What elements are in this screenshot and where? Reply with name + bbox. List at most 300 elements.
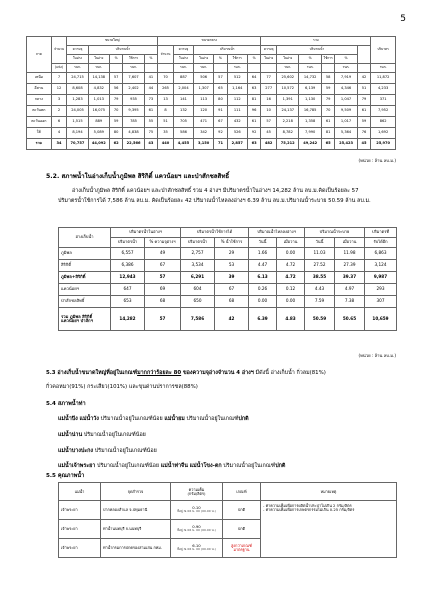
quality-status: [223, 520, 261, 539]
table-cell: 24,137: [277, 106, 299, 117]
table-cell: 4,233: [371, 84, 396, 95]
table-cell: 2,402: [123, 84, 144, 95]
table-row: [27, 139, 396, 150]
table-cell: 29: [215, 248, 249, 260]
header-sub: ในอ่าง: [277, 55, 299, 64]
header-salinity-unit: (กรัม/ลิตร): [187, 490, 206, 496]
table-row: [59, 284, 397, 296]
salinity-time: ที่อยู่ ณ 06 น. 00 (00.00 น.): [177, 509, 216, 514]
header-river: แม่น้ำ: [59, 483, 101, 501]
quality-salinity: [171, 520, 223, 539]
header-point: จุดสำรวจ: [101, 483, 171, 501]
header-sub: %: [109, 55, 122, 64]
table-cell: เหนือ: [27, 73, 52, 84]
table-cell: 1,164: [227, 84, 247, 95]
table-cell: 862: [371, 117, 396, 128]
table-cell: 9,509: [335, 106, 357, 117]
table-cell: ตะวันออก: [27, 117, 52, 128]
header-large: ขนาดใหญ่: [67, 37, 158, 46]
table-cell: 57: [109, 73, 122, 84]
header-unit: [321, 64, 334, 73]
section-5-3-line1: [46, 369, 326, 377]
table-cell: 482: [261, 139, 277, 150]
header-sub: %: [335, 55, 357, 64]
header-unit: [247, 64, 261, 73]
header-sub: ในอ่าง: [88, 55, 109, 64]
table-cell: 43: [144, 139, 158, 150]
table-cell: 42: [215, 308, 249, 331]
table-row: [27, 73, 396, 84]
corner-header: อ่างเก็บน้ำ: [59, 228, 111, 248]
table-cell: 265: [158, 84, 174, 95]
table-cell: 512: [227, 73, 247, 84]
quality-status: [223, 501, 261, 520]
header-unit: รนก.: [123, 64, 144, 73]
table-cell: 80: [214, 95, 227, 106]
header-unit: [158, 64, 174, 73]
header-count: จำนวน: [158, 46, 174, 64]
table-cell: 56: [109, 84, 122, 95]
table-row: [27, 128, 396, 139]
table2-unit-note: (หน่วย : ล้าน ลบ.ม.): [358, 353, 396, 358]
table-cell: 7,952: [371, 106, 396, 117]
reservoir-region-table: [26, 36, 396, 150]
table-cell: 132: [173, 106, 193, 117]
river-name: แม่น้ำน่าน: [58, 432, 83, 438]
table-cell: 5,089: [88, 128, 109, 139]
table-cell: ตะวันตก: [27, 106, 52, 117]
table-cell: 68: [145, 296, 181, 308]
table-cell: 50.65: [335, 308, 365, 331]
table-cell: 73: [144, 95, 158, 106]
table-cell: 59: [109, 117, 122, 128]
table-cell: 7,990: [299, 128, 321, 139]
table-cell: 8,608: [67, 84, 88, 95]
header-sub: ในอ่าง: [67, 55, 88, 64]
table-cell: 34: [51, 139, 67, 150]
table-cell: 49: [145, 248, 181, 260]
table-row: [27, 95, 396, 106]
table-cell: 785: [123, 117, 144, 128]
group-volume: ปริมาตรน้ำในอ่างฯ: [111, 228, 181, 238]
subhead: % ความจุอ่างฯ: [145, 238, 181, 248]
river-status: ปกติ: [275, 463, 286, 469]
total-label-line1: รวม ภูมิพล สิริกิติ์: [61, 313, 93, 319]
table-cell: 61: [321, 117, 334, 128]
table-cell: 16,075: [88, 106, 109, 117]
header-sub: %: [299, 55, 321, 64]
table-cell: 27.39: [335, 260, 365, 272]
table-cell: 12,943: [111, 272, 145, 284]
quality-river: เจ้าพระยา: [59, 501, 101, 520]
table-cell: 42: [357, 73, 371, 84]
river-line-1: [58, 415, 249, 423]
header-unit: [214, 64, 227, 73]
table-cell: 59: [357, 117, 371, 128]
table-cell: 67: [145, 260, 181, 272]
table-cell: 1,017: [335, 117, 357, 128]
table-cell: 7,586: [181, 308, 215, 331]
table-cell: 61: [247, 117, 261, 128]
quality-point: ท่าน้ำนนทบุรี จ.นนทบุรี: [101, 520, 171, 539]
quality-river: เจ้าพระยา: [59, 539, 101, 558]
table-cell: 5,364: [335, 128, 357, 139]
table-cell: 889: [88, 117, 109, 128]
table-cell: 68: [215, 296, 249, 308]
table-cell: 57: [261, 117, 277, 128]
table-cell: 69: [145, 284, 181, 296]
header-sub: ใช้การ: [321, 55, 334, 64]
section-5-5-title: 5.5 คุณภาพน้ำ: [46, 473, 85, 479]
table-cell: ใต้: [27, 128, 52, 139]
table-cell: 9,987: [365, 272, 397, 284]
salinity-value: 6.10: [192, 543, 201, 549]
table-cell: 61: [144, 106, 158, 117]
subhead: วันนี้: [249, 238, 277, 248]
section-5-2-line1: อ่างเก็บน้ำภูมิพล สิริกิติ์ แควน้อยฯ และป่าสักชลสิทธิ์ รวม 4 อ่างฯ มีปริมาตรน้ำในอ่างฯ 14,282 ล้าน ลบ.ม.คิดเป็นร้อยละ 57: [72, 188, 359, 194]
table-cell: 4.83: [277, 308, 305, 331]
header-capacity: ความจุ: [67, 46, 88, 55]
table-cell: 1,358: [299, 117, 321, 128]
salinity-time: ที่อยู่ ณ 06 น. 00 (00.00 น.): [177, 547, 216, 552]
table-cell: 506: [194, 73, 214, 84]
header-unit: รนก.: [194, 64, 214, 73]
table-cell: 14,138: [88, 73, 109, 84]
table-cell: 79: [321, 95, 334, 106]
table-cell: 79: [109, 95, 122, 106]
table-cell: 70,757: [67, 139, 88, 150]
table-cell: 2,218: [277, 117, 299, 128]
table-cell: 10,659: [365, 308, 397, 331]
header-salinity-label: ความเค็ม: [188, 486, 205, 492]
table-cell: 8,782: [277, 128, 299, 139]
table-cell: 11.03: [305, 248, 335, 260]
table-cell: 0.26: [249, 284, 277, 296]
table-cell: 58: [321, 73, 334, 84]
table-cell: 7: [51, 73, 67, 84]
table-cell: 51: [158, 117, 174, 128]
river-status: ปริมาณน้ำอยู่ในเกณฑ์น้อย: [82, 432, 146, 438]
table-cell: 96: [247, 106, 261, 117]
header-remark: หมายเหตุ: [261, 483, 397, 501]
river-line-4: [58, 462, 285, 470]
status-text: ปกติ: [237, 507, 246, 512]
section-5-2-line2: ปริมาตรน้ำใช้การได้ 7,586 ล้าน ลบ.ม. คิดเป็นร้อยละ 42 ปริมาณน้ำไหลลงอ่างฯ 6.39 ล้าน ลบ.ม.ปริมาณน้ำระบาย 50.59 ล้าน ลบ.ม.: [58, 197, 371, 204]
header-unit: รนก.: [173, 64, 193, 73]
table-cell: 45: [261, 128, 277, 139]
table-cell: 8: [158, 106, 174, 117]
header-sub: %: [144, 55, 158, 64]
table-cell: 9,395: [123, 106, 144, 117]
table-cell: 49,242: [299, 139, 321, 150]
quality-status: [223, 539, 261, 558]
table-cell: 63: [247, 139, 261, 150]
table-cell: 35: [158, 128, 174, 139]
subhead: ปริมาตรน้ำ: [111, 238, 145, 248]
table-cell: 440: [158, 139, 174, 150]
river-status: ปริมาณน้ำอยู่ในเกณฑ์: [184, 416, 239, 422]
table-cell: 57: [145, 272, 181, 284]
table-cell: 24,715: [67, 73, 88, 84]
table-cell: ภูมิพล: [59, 248, 111, 260]
table-cell: 39: [215, 272, 249, 284]
table-cell: 71: [214, 139, 227, 150]
river-status: ปริมาณน้ำอยู่ในเกณฑ์น้อย: [98, 416, 165, 422]
table-cell: 92: [247, 128, 261, 139]
header-sub: ใช้การ: [227, 55, 247, 64]
quality-row: [59, 501, 397, 520]
section-5-3-text: มีดังนี้ อ่างเก็บน้ำ กิ่วลม(81%): [253, 370, 326, 376]
table-cell: 51: [357, 84, 371, 95]
table1-unit-note: (หน่วย : ล้าน ลบ.ม.): [358, 158, 396, 163]
header-sub: ในอ่าง: [261, 55, 277, 64]
river-line-3: [58, 447, 157, 455]
table-row: [59, 260, 397, 272]
table-cell: 7,919: [335, 73, 357, 84]
table-cell: 2: [51, 106, 67, 117]
table-cell: 586: [173, 128, 193, 139]
table-cell: 25,423: [335, 139, 357, 150]
table-cell: 67: [215, 284, 249, 296]
header-sub: ในอ่าง: [194, 55, 214, 64]
table-cell: 65: [214, 84, 227, 95]
header-unit: รนก.: [67, 64, 88, 73]
header-unit: [144, 64, 158, 73]
group-remaining: ปริมาตรที่: [365, 228, 397, 238]
river-status: ปริมาณน้ำอยู่ในเกณฑ์: [221, 463, 276, 469]
table-cell: 4.72: [277, 260, 305, 272]
table-cell: 70: [109, 106, 122, 117]
table-cell: 6: [51, 117, 67, 128]
remark-note: - ค่าความเค็มเพื่อการเกษตรกรรมไม่เกิน 0.25 กรัม/ลิตร: [263, 506, 355, 512]
table-cell: 77: [261, 73, 277, 84]
main-reservoir-table: [58, 227, 397, 331]
table-cell: 6,386: [111, 260, 145, 272]
table-row: [27, 117, 396, 128]
table-cell: 70: [158, 73, 174, 84]
quality-point: ท่าน้ำกรมการปกครองสามเสน กทม.: [101, 539, 171, 558]
table-cell: 1,013: [88, 95, 109, 106]
table-cell: 12: [51, 84, 67, 95]
table-cell: 16,785: [299, 106, 321, 117]
table-cell: 8,194: [67, 128, 88, 139]
table-cell: 1,283: [67, 95, 88, 106]
table-cell: 75: [144, 128, 158, 139]
table-cell: 1,130: [299, 95, 321, 106]
table-cell: 44,092: [88, 139, 109, 150]
table-cell: 1,515: [67, 117, 88, 128]
section-5-3-text: 5.3 อ่างเก็บน้ำขนาดใหญ่ที่อยู่ในเกณฑ์: [46, 370, 138, 376]
salinity-value: 0.90: [192, 524, 201, 530]
table-cell: 4,455: [173, 139, 193, 150]
total-label: [59, 308, 111, 331]
river-line-2: [58, 431, 146, 439]
table-cell: 57: [214, 73, 227, 84]
table-cell: 650: [181, 296, 215, 308]
table-cell: 4.47: [249, 260, 277, 272]
salinity-value: 0.10: [192, 505, 201, 511]
table-cell: อีสาน: [27, 84, 52, 95]
table-cell: 4,346: [335, 84, 357, 95]
salinity-time: ที่อยู่ ณ 06 น. 00 (00.00 น.): [177, 528, 216, 533]
header-sub: %: [247, 55, 261, 64]
table-cell: 887: [173, 73, 193, 84]
group-inflow: ปริมาณน้ำไหลลงอ่างฯ: [249, 228, 305, 238]
header-count: จำนวน: [51, 37, 67, 64]
header-unit: รนก.: [371, 64, 396, 73]
table-cell: 57: [145, 308, 181, 331]
table-cell: 91: [214, 106, 227, 117]
table-cell: 70: [321, 106, 334, 117]
table-cell: 11.98: [335, 248, 365, 260]
table-cell: 62: [109, 139, 122, 150]
table-cell: 24,005: [67, 106, 88, 117]
table-cell: 113: [194, 95, 214, 106]
table-cell: 7.38: [335, 296, 365, 308]
quality-salinity: [171, 501, 223, 520]
header-volume: ปริมาณน้ำ: [277, 46, 358, 55]
table-cell: 2,004: [173, 84, 193, 95]
section-5-3-line2: กิ่วคอหมา(91%) กระเสียว(101%) และขุนด่านปราการชล(88%): [46, 384, 198, 390]
header-unit: [109, 64, 122, 73]
table-cell: 1,391: [277, 95, 299, 106]
table-cell: ภูมิพล+สิริกิติ์: [59, 272, 111, 284]
table-cell: 79: [357, 95, 371, 106]
table-cell: 10: [261, 106, 277, 117]
table-cell: 44: [144, 84, 158, 95]
header-region: ภาค: [27, 37, 52, 73]
table-cell: 3,534: [181, 260, 215, 272]
table-cell: 39.37: [335, 272, 365, 284]
table-cell: 4,838: [123, 128, 144, 139]
table-total-row: [59, 308, 397, 331]
table-cell: 653: [111, 296, 145, 308]
table-cell: 16: [261, 95, 277, 106]
table-cell: 293: [365, 284, 397, 296]
table-cell: 25,602: [277, 73, 299, 84]
header-sub: %: [214, 55, 227, 64]
table-cell: 3,124: [365, 260, 397, 272]
table-cell: 10,572: [277, 84, 299, 95]
table-cell: 141: [173, 95, 193, 106]
table-cell: 2,857: [227, 139, 247, 150]
table-cell: 45: [357, 139, 371, 150]
group-usable: ปริมาตรน้ำใช้การได้: [181, 228, 249, 238]
table-cell: 6,557: [111, 248, 145, 260]
table-cell: 1,307: [194, 84, 214, 95]
section-5-4-title: 5.4 สภาพน้ำท่า: [46, 401, 86, 407]
page-number: 5: [400, 14, 406, 24]
table-cell: 6,863: [365, 248, 397, 260]
table-cell: 22,566: [123, 139, 144, 150]
table-cell: 4.72: [277, 272, 305, 284]
table-cell: 705: [173, 117, 193, 128]
table-cell: 27.52: [305, 260, 335, 272]
header-capacity-left: ปริมาตร: [371, 37, 396, 64]
header-criteria: เกณฑ์: [223, 483, 261, 501]
status-text: มาตรฐาน: [233, 547, 250, 552]
table-cell: 6.39: [249, 308, 277, 331]
table-cell: 92: [214, 128, 227, 139]
table-cell: 307: [365, 296, 397, 308]
river-name: แม่น้ำโขง-ตก: [189, 463, 222, 469]
table-cell: สิริกิติ์: [59, 260, 111, 272]
header-medium: ขนาดกลาง: [158, 37, 261, 46]
quality-remark: [261, 501, 397, 558]
subhead: ปริมาตรน้ำ: [181, 238, 215, 248]
status-text: สูงกว่าเกณฑ์: [230, 543, 252, 549]
table-cell: แควน้อยฯ: [59, 284, 111, 296]
table-cell: 526: [227, 128, 247, 139]
header-capacity: ความจุ: [173, 46, 193, 55]
table-cell: 11,872: [371, 73, 396, 84]
header-sub: ใช้การ: [123, 55, 144, 64]
table-cell: 1.66: [249, 248, 277, 260]
header-unit: [261, 64, 277, 73]
header-total: รวม: [261, 37, 371, 46]
table-cell: 14,282: [111, 308, 145, 331]
table-cell: 59: [321, 84, 334, 95]
table-row: [27, 106, 396, 117]
header-volume: ปริมาณน้ำ: [194, 46, 261, 55]
river-name: แม่น้ำปิง: [58, 416, 78, 422]
header-volume: ปริมาณน้ำ: [88, 46, 158, 55]
total-label-line2: แควน้อยฯ ป่าสักฯ: [61, 318, 93, 323]
section-5-2-title: 5.2. สภาพน้ำในอ่างเก็บน้ำภูมิพล สิริกิติ์ แควน้อยฯ และป่าสักชลสิทธิ์: [46, 173, 230, 180]
table-cell: 80: [109, 128, 122, 139]
table-cell: 432: [227, 117, 247, 128]
river-status: ปกติ: [238, 416, 249, 422]
table-cell: 4.97: [335, 284, 365, 296]
table-cell: 2,757: [181, 248, 215, 260]
river-name: แม่น้ำวัง: [79, 416, 99, 422]
subhead: รับได้อีก: [365, 238, 397, 248]
section-5-3-underlined: มากกว่าร้อยละ 80: [137, 370, 182, 376]
river-name: แม่น้ำบางปะกง: [58, 448, 94, 454]
table-cell: 38.55: [305, 272, 335, 284]
subhead: วันนี้: [305, 238, 335, 248]
table-row: [59, 296, 397, 308]
header-unit: รนก.: [277, 64, 299, 73]
subhead: เมื่อวาน: [277, 238, 305, 248]
table-cell: 41: [144, 73, 158, 84]
table-cell: 6,139: [299, 84, 321, 95]
table-row: [27, 84, 396, 95]
table-cell: 111: [227, 106, 247, 117]
header-capacity: ความจุ: [261, 46, 277, 55]
table-cell: 1,047: [335, 95, 357, 106]
table-cell: 4: [51, 128, 67, 139]
table-cell: 65: [321, 139, 334, 150]
header-sub: ในอ่าง: [173, 55, 193, 64]
table-cell: 935: [123, 95, 144, 106]
table-cell: 6,291: [181, 272, 215, 284]
table-cell: 7,607: [123, 73, 144, 84]
header-unit: รนก.: [299, 64, 321, 73]
river-name: แม่น้ำยม: [164, 416, 185, 422]
table-cell: 4,832: [88, 84, 109, 95]
table-cell: 0.00: [249, 296, 277, 308]
header-salinity: [171, 483, 223, 501]
table-cell: 7.59: [305, 296, 335, 308]
table-cell: 67: [214, 117, 227, 128]
table-cell: 50.59: [305, 308, 335, 331]
table-cell: 3: [51, 95, 67, 106]
status-text: ปกติ: [237, 526, 246, 531]
table-cell: 55: [144, 117, 158, 128]
table-cell: 13: [158, 95, 174, 106]
quality-salinity: [171, 539, 223, 558]
